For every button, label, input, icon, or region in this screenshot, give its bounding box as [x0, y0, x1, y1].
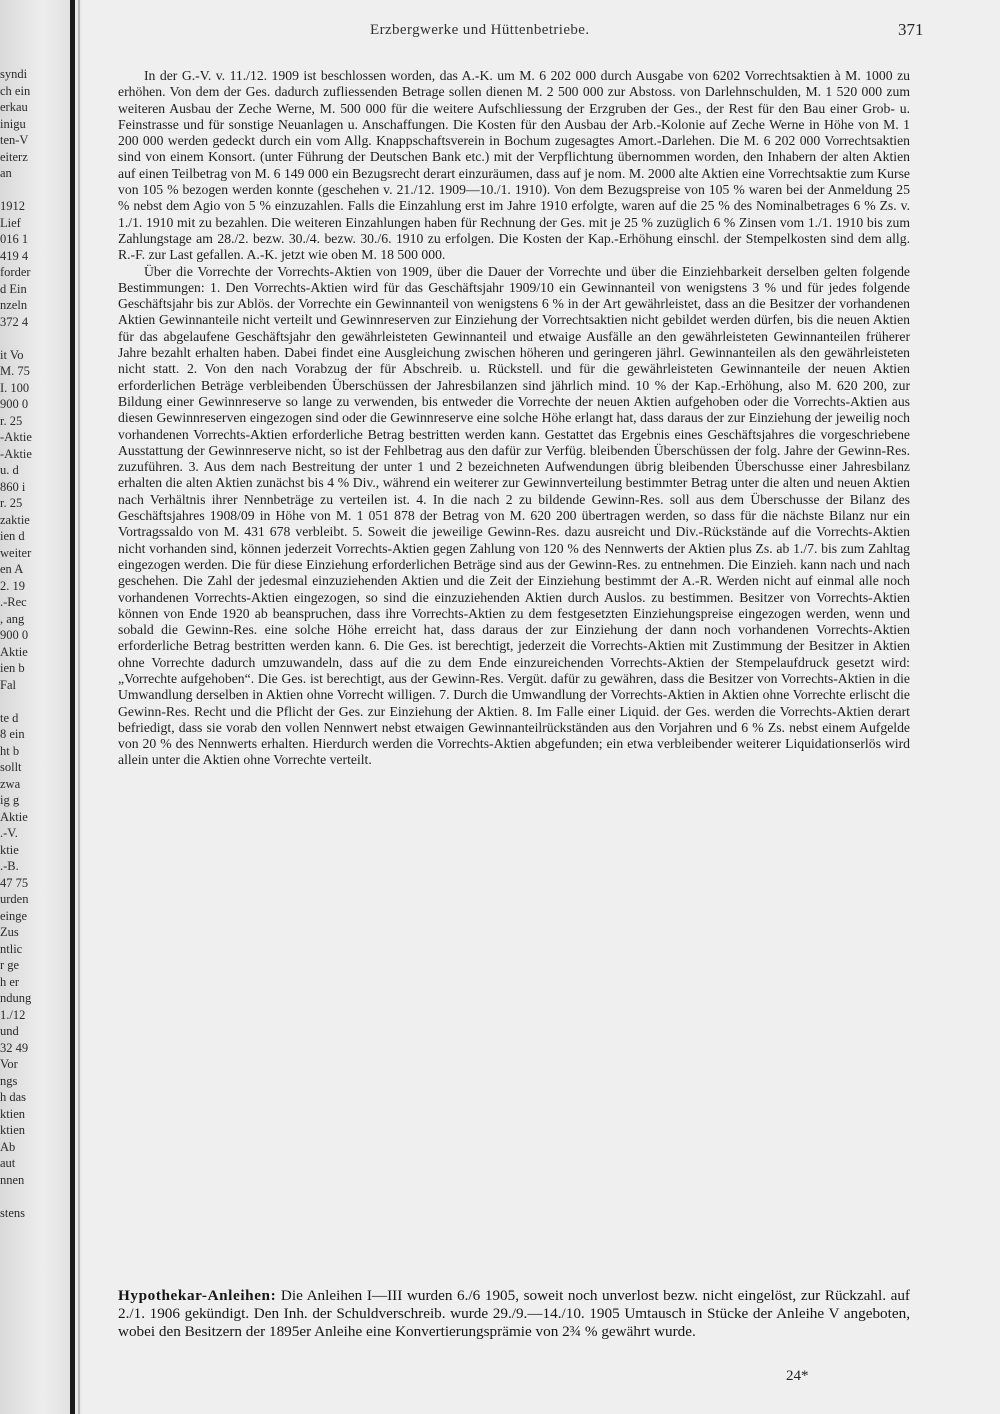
bleed-fragment: Lief: [0, 215, 21, 230]
body-text: [118, 68, 910, 769]
bleed-fragment: , ang: [0, 611, 25, 626]
bleed-fragment: 1912: [0, 199, 25, 213]
bleed-fragment: M. 75: [0, 364, 30, 378]
previous-page-bleed-column: [0, 66, 68, 1221]
bleed-fragment: h das: [0, 1090, 27, 1104]
gutter-rule-light: [78, 0, 80, 1414]
bleed-fragment: te d: [0, 710, 19, 725]
bleed-fragment: 2. 19: [0, 578, 25, 593]
bleed-fragment: .-Rec: [0, 595, 27, 609]
bleed-fragment: -Aktie: [0, 430, 32, 444]
bleed-fragment: Aktie: [0, 644, 28, 659]
bleed-fragment: syndi: [0, 67, 28, 81]
bleed-fragment: zaktie: [0, 512, 30, 527]
bleed-fragment: ien d: [0, 529, 25, 543]
bleed-fragment: 860 i: [0, 479, 26, 494]
bleed-fragment: zwa: [0, 776, 21, 791]
bleed-fragment: einge: [0, 908, 28, 923]
bleed-fragment: ig g: [0, 793, 20, 807]
paragraph-preference-shares: Über die Vorrechte der Vorrechts-Aktien von 1909, über die Dauer der Vorrechte und über die Einziehbarkeit derselben gelten folgende Bestimmungen: 1. Den Vorrechts-Aktien wird für das Geschäftsjahr 1909/10 ein Gewinnanteil von wenigstens 3 % und für jedes folgende Geschäftsjahr bis zur Ablös. der Vorrechte ein Gewinnanteil von wenigstens 6 % in der Art gewährleistet, dass an die Besitzer der vorhandenen Aktien Gewinnanteile nicht verteilt und Gewinnreserven zur Einziehung der Vorrechtsaktien nicht gebildet werden dürfen, bis die neuen Aktien für das abgelaufene Geschäftsjahr den gewährleisteten Gewinnanteil und etwaige Ausfälle an den gewährleisteten Gewinnanteilen früherer Jahre bezahlt erhalten haben. Dabei findet eine Ausgleichung zwischen höheren und geringeren jährl. Gewinnanteilen als den gewährleisteten nicht statt. 2. Von den nach Vorabzug der für Abschreib. u. Rückstell. und für die gewährleisteten Gewinnanteile der neuen Aktien erforderlichen Beträge verbleibenden Überschüssen der Jahresbilanzen sind jährlich mind. 10 % der Kap.-Erhöhung, also M. 620 200, zur Bildung einer Gewinnreserve so lange zu verwenden, bis entweder die Vorrechte der neuen Aktien aufgehoben oder die Vorrechts-Aktien aus diesen Gewinnreserven eingezogen sind oder die Gewinnreserve eine solche Höhe erlangt hat, dass daraus der zur Einziehung der jeweilig noch vorhandenen Vorrechts-Aktien erforderliche Betrag bestritten werden kann. Gestattet das Ergebnis eines Geschäftsjahres die vorgeschriebene Ausstattung der Gewinnreserve nicht, so ist der Fehlbetrag aus den dafür zur Verfüg. bleibenden Überschüssen der folg. Jahre der Gewinn-Res. zuzuführen. 3. Aus dem nach Bestreitung der unter 1 und 2 bezeichneten Aufwendungen übrig bleibenden Überschusse einer Jahresbilanz erhalten die alten Aktien zunächst bis 4 % Div., während ein weiterer zur Gewinnverteilung bestimmter Betrag unter die alten und neuen Aktien nach Verhältnis ihrer Nennbeträge zu verteilen ist. 4. In die nach 2 zu bildende Gewinn-Res. soll aus dem Überschusse der Bilanz des Geschäftsjahres 1908/09 in Höhe von M. 1 051 878 der Betrag von M. 620 200 übertragen werden, so dass für die nächste Bilanz nur ein Vortragssaldo von M. 431 678 verbleibt. 5. Soweit die jeweilige Gewinn-Res. dazu ausreicht und Div.-Rückstände auf die Vorrechts-Aktien nicht vorhanden sind, können jederzeit Vorrechts-Aktien gegen Zahlung von 120 % des Nennwerts der Aktien plus Zs. ab 1./7. bis zum Zahltag eingezogen werden. Die für diese Einziehung erforderlichen Beträge sind aus der Gewinn-Res. zu entnehmen. Die Einzieh. kann nach und nach geschehen. Die Zahl der jedesmal einzuziehenden Aktien und die Zeit der Einziehung bestimmt der A.-R. Werden nicht auf einmal alle noch vorhandenen Vorrechts-Aktien eingezogen, so sind die einzuziehenden Aktien durch Auslos. zu bestimmen. Besitzer von Vorrechts-Aktien können von Ende 1920 ab beanspruchen, dass ihre Vorrechts-Aktien zu dem festgesetzten Einziehungspreise eingezogen werden, wenn und sobald die Gewinn-Res. eine solche Höhe erreicht hat, dass daraus der zur Einziehung der dann noch vorhandenen Vorrechts-Aktien erforderliche Betrag bestritten werden kann. 6. Die Ges. ist berechtigt, jederzeit die Vorrechts-Aktien mit Zustimmung der Besitzer in Aktien ohne Vorrechte dadurch umzuwandeln, dass auf die zu dem Ende einzureichenden Vorrechts-Aktien der Stempelaufdruck gesetzt wird: „Vorrechte aufgehoben“. Die Ges. ist berechtigt, aus der Gewinn-Res. Vergüt. dafür zu gewähren, dass die Besitzer von Vorrechts-Aktien in die Umwandlung derselben in Aktien ohne Vorrecht willigen. 7. Durch die Umwandlung der Vorrechts-Aktien in Aktien ohne Vorrechte erlischt die Gewinn-Res. Recht und die Pflicht der Ges. zur Einziehung der Aktien. 8. Im Falle einer Liquid. der Ges. werden die Vorrechts-Aktien derart befriedigt, dass sie vorab den vollen Nennwert nebst etwaigen Gewinnanteilrückständen aus den Vorjahren und 6 % Zs. nebst einem Aufgelde von 20 % des Nennwerts erhalten. Hierdurch werden die Vorrechts-Aktien abgefunden; ein etwa verbleibender weiterer Liquidationserlös wird allein unter die Aktien ohne Vorrechte verteilt.: [118, 263, 910, 768]
bleed-fragment: sollt: [0, 760, 22, 774]
bleed-fragment: r. 25: [0, 413, 23, 428]
bleed-fragment: 32 49: [0, 1040, 29, 1055]
bleed-fragment: h er: [0, 974, 20, 989]
bleed-fragment: 47 75: [0, 875, 29, 890]
bleed-fragment: d Ein: [0, 281, 27, 296]
bleed-fragment: Zus: [0, 925, 19, 939]
bleed-fragment: 372 4: [0, 314, 29, 329]
bleed-fragment: .-V.: [0, 826, 18, 840]
bleed-fragment: nnen: [0, 1172, 25, 1187]
bleed-fragment: urden: [0, 892, 29, 906]
bleed-fragment: Aktie: [0, 809, 28, 824]
page-number: 371: [898, 20, 924, 39]
bleed-gap: [0, 693, 68, 710]
section-heading: Hypothekar-Anleihen:: [118, 1287, 277, 1304]
section-hypothekar-anleihen: [118, 1287, 910, 1342]
bleed-fragment: ch ein: [0, 83, 31, 98]
bleed-fragment: Vor: [0, 1057, 18, 1071]
bleed-fragment: ngs: [0, 1073, 18, 1088]
bleed-fragment: ktie: [0, 842, 19, 857]
bleed-fragment: an: [0, 166, 12, 180]
bleed-fragment: eiterz: [0, 149, 28, 164]
bleed-fragment: -Aktie: [0, 446, 32, 461]
bleed-fragment: en A: [0, 562, 24, 576]
bleed-fragment: r ge: [0, 958, 20, 972]
bleed-fragment: ktien: [0, 1123, 25, 1137]
bleed-fragment: .-B.: [0, 859, 19, 873]
bleed-fragment: erkau: [0, 100, 28, 114]
running-head: Erzbergwerke und Hüttenbetriebe.: [370, 22, 590, 38]
bleed-fragment: und: [0, 1024, 19, 1038]
bleed-fragment: r. 25: [0, 496, 23, 510]
bleed-fragment: u. d: [0, 463, 19, 477]
bleed-fragment: Fal: [0, 677, 16, 692]
bleed-fragment: stens: [0, 1205, 25, 1220]
bleed-fragment: ktien: [0, 1106, 25, 1121]
bleed-fragment: forder: [0, 265, 31, 279]
bleed-fragment: weiter: [0, 545, 32, 560]
bleed-fragment: I. 100: [0, 380, 30, 395]
bleed-fragment: nzeln: [0, 298, 28, 312]
bleed-fragment: 419 4: [0, 248, 29, 263]
gutter-rule: [70, 0, 75, 1414]
bleed-fragment: inigu: [0, 116, 26, 131]
bleed-fragment: ten-V: [0, 133, 29, 147]
bleed-gap: [0, 330, 68, 347]
bleed-fragment: ndung: [0, 991, 32, 1005]
bleed-fragment: 900 0: [0, 397, 29, 411]
bleed-fragment: 8 ein: [0, 727, 25, 741]
bleed-fragment: Ab: [0, 1139, 16, 1154]
bleed-fragment: ht b: [0, 743, 20, 758]
bleed-fragment: 900 0: [0, 628, 29, 642]
bleed-fragment: ien b: [0, 661, 25, 675]
bleed-fragment: it Vo: [0, 347, 24, 362]
bleed-fragment: aut: [0, 1156, 16, 1170]
paragraph-capital-increase: In der G.-V. v. 11./12. 1909 ist beschlossen worden, das A.-K. um M. 6 202 000 durch Ausgabe von 6202 Vorrechtsaktien à M. 1000 zu erhöhen. Von dem der Ges. dadurch zufliessenden Betrage sollen dienen M. 2 500 000 zur Abstoss. von Darlehnschulden, M. 1 520 000 zum weiteren Ausbau der Zeche Werne, M. 500 000 für die weitere Aufschliessung der Erzgruben der Ges., der Rest für den Bau einer Grob- u. Feinstrasse und für sonstige Neuanlagen u. Anschaffungen. Die Kosten für den Ausbau der Arb.-Kolonie auf Zeche Werne in Höhe von M. 1 200 000 werden gedeckt durch ein vom Allg. Knappschaftsverein in Bochum zugesagtes Amort.-Darlehen. Die M. 6 202 000 Vorrechtsaktien sind von einem Konsort. (unter Führung der Deutschen Bank etc.) mit der Verpflichtung übernommen worden, den Inhabern der alten Aktien auf einen Teilbetrag von M. 6 149 000 ein Bezugsrecht derart einzuräumen, dass auf je nom. M. 2000 alte Aktien eine Vorrechtsaktie zum Kurse von 105 % bezogen werden konnte (geschehen v. 21./12. 1909—10./1. 1910). Von dem Bezugspreise von 105 % waren bei der Anmeldung 25 % nebst dem Agio von 5 % einzuzahlen. Falls die Einzahlung erst im Jahre 1910 erfolgte, waren auf die 25 % des Nominalbetrages 6 % Zs. v. 1./1. 1910 mit zu bezahlen. Die weiteren Einzahlungen haben für Rechnung der Ges. mit je 25 % zuzüglich 6 % Zinsen vom 1./1. 1910 bis zum Zahlungstage am 28./2. bezw. 30./4. bezw. 30./6. 1910 zu erfolgen. Die Kosten der Kap.-Erhöhung einschl. der Stempelkosten sind dem allg. R.-F. zur Last gefallen. A.-K. jetzt wie oben M. 18 500 000.: [118, 68, 910, 263]
bleed-fragment: 1./12: [0, 1007, 26, 1022]
bleed-fragment: ntlic: [0, 941, 23, 956]
bleed-gap: [0, 1188, 68, 1205]
bleed-fragment: 016 1: [0, 232, 29, 246]
section-text: Die Anleihen I—III wurden 6./6 1905, soweit noch unverlost bezw. nicht eingelöst, zur Rückzahl. auf 2./1. 1906 gekündigt. Den Inh. der Schuldverschreib. wurde 29./9.—14./10. 1905 Umtausch in Stücke der Anleihe V angeboten, wobei den Besitzern der 1895er Anleihe eine Konvertierungsprämie von 2¾ % gewährt wurde.: [118, 1287, 910, 1341]
signature-mark: 24*: [786, 1368, 809, 1384]
bleed-gap: [0, 182, 68, 199]
